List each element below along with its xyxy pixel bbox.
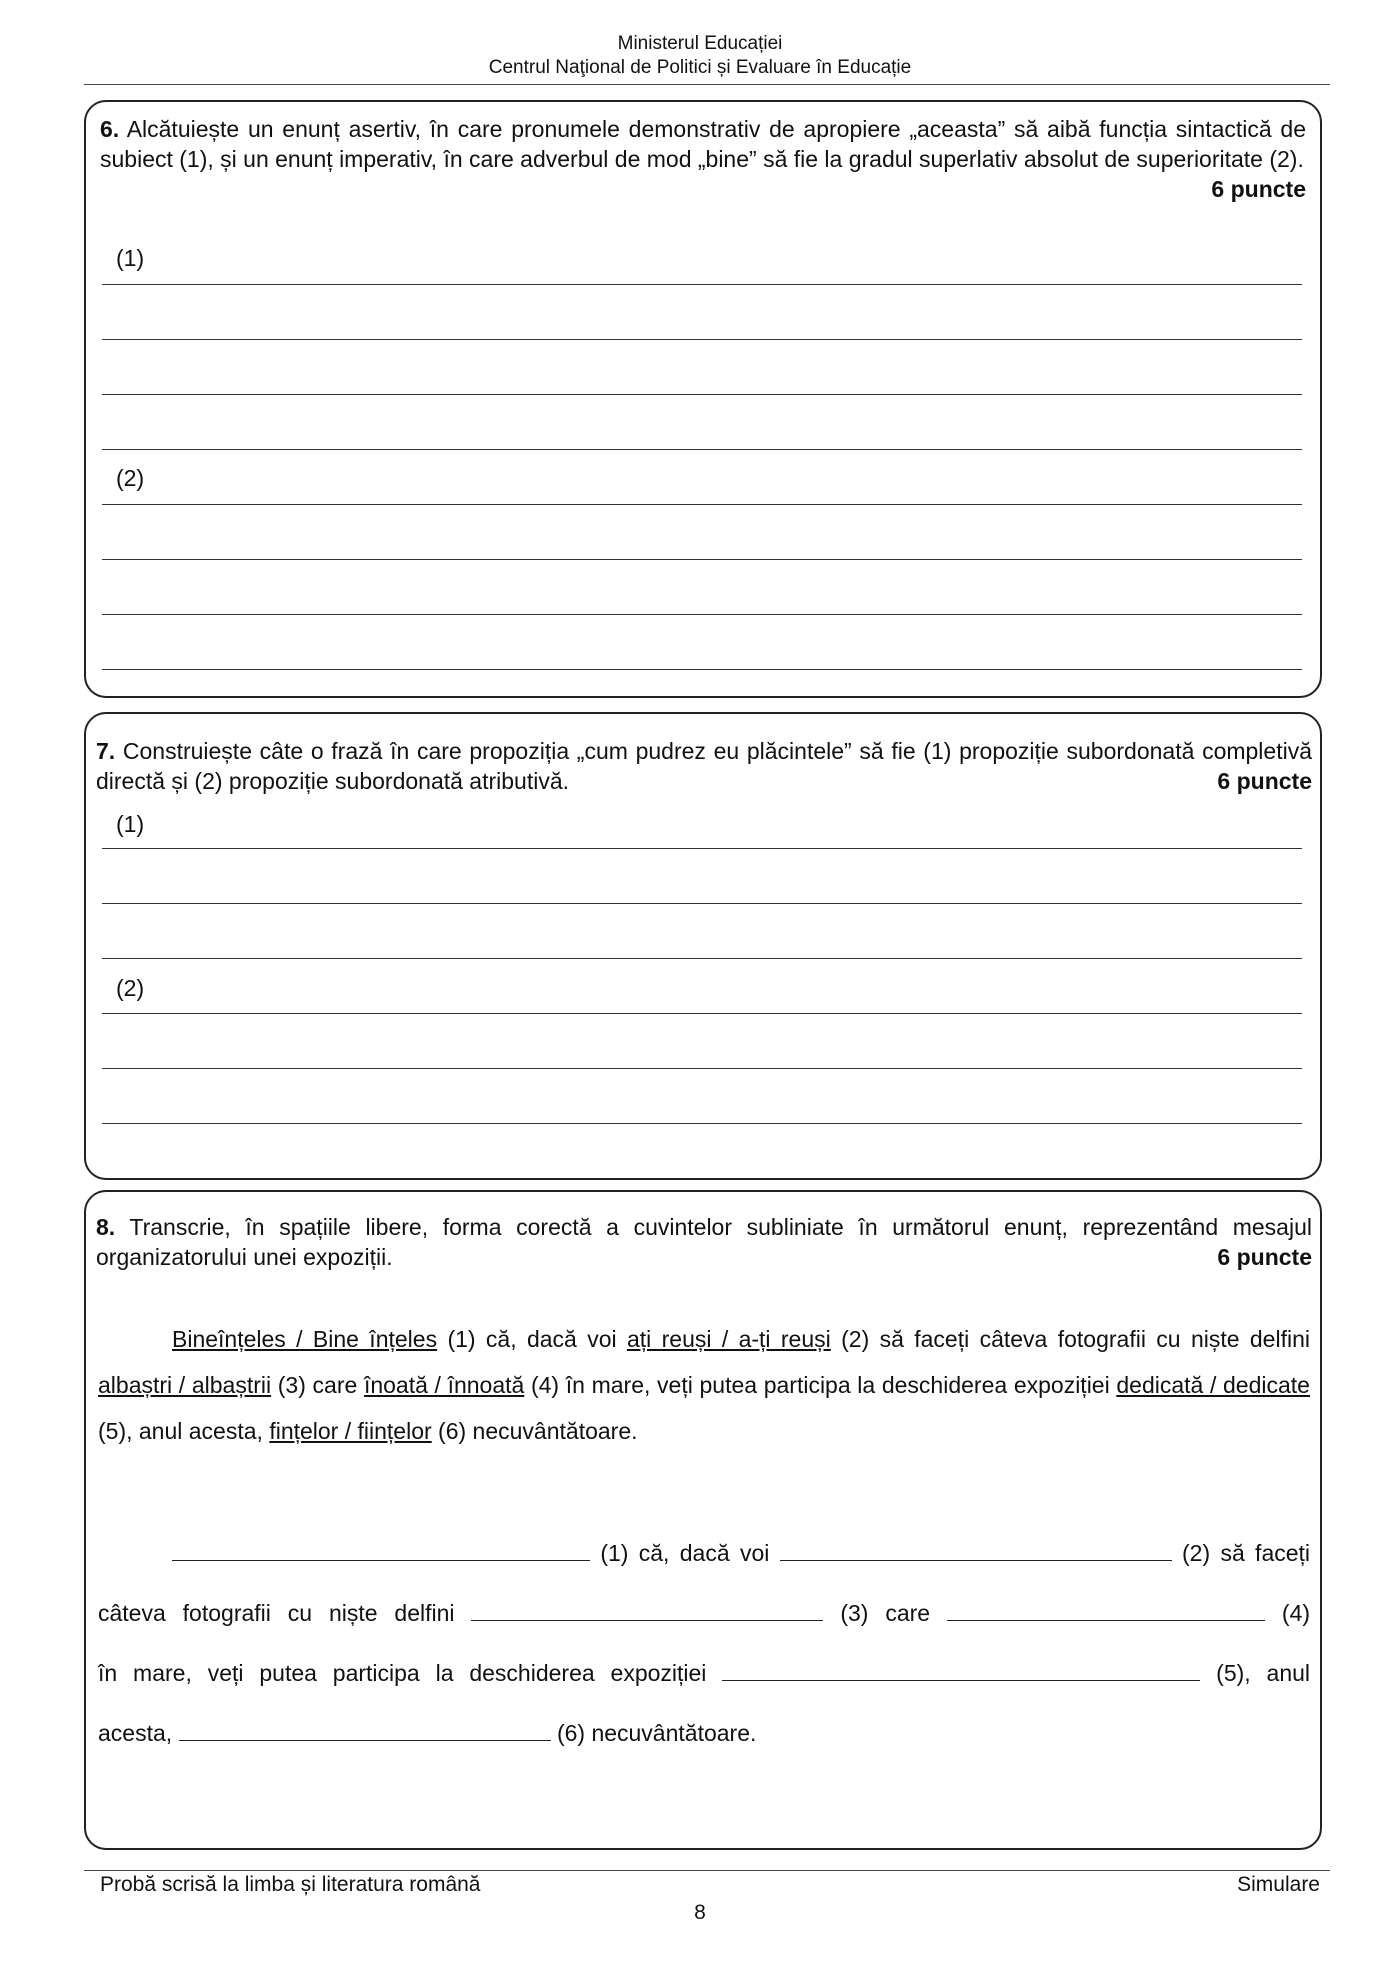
underlined-word-5: dedicată / dedicate (1116, 1372, 1310, 1398)
fill-text: acesta, (98, 1720, 173, 1746)
answer-line[interactable] (102, 559, 1302, 560)
answer-line[interactable] (102, 1123, 1302, 1124)
answer-line[interactable] (102, 669, 1302, 670)
question-7-box (84, 712, 1322, 1180)
question-6-box (84, 100, 1322, 698)
answer-blank-6[interactable] (179, 1720, 551, 1741)
answer-line[interactable] (102, 504, 1302, 505)
answer-line[interactable] (102, 848, 1302, 849)
footer-exam-title: Probă scrisă la limba și literatura română (100, 1873, 481, 1896)
footer-divider (84, 1870, 1330, 1871)
answer-line[interactable] (102, 614, 1302, 615)
question-8-statement: Transcrie, în spațiile libere, forma corectă a cuvintelor subliniate în următorul enunț, reprezentând mesajul organizatorului unei expoziții. (96, 1214, 1312, 1270)
question-7-points: 6 puncte (1217, 768, 1312, 794)
footer-exam-type: Simulare (1237, 1873, 1320, 1896)
question-8-number: 8. (96, 1214, 116, 1240)
question-6-points: 6 puncte (1211, 176, 1306, 202)
page-number: 8 (694, 1901, 706, 1924)
answer-line[interactable] (102, 903, 1302, 904)
paragraph-text: (5), anul acesta, (98, 1418, 270, 1444)
fill-text: (6) necuvântătoare. (556, 1720, 757, 1746)
fill-text: câteva fotografii cu niște delfini (98, 1600, 455, 1626)
answer-line[interactable] (102, 284, 1302, 285)
message-paragraph (98, 1316, 1310, 1454)
answer-line[interactable] (102, 958, 1302, 959)
answer-line[interactable] (102, 1013, 1302, 1014)
fill-text: (3) care (840, 1600, 931, 1626)
fill-line-4 (98, 1710, 1310, 1756)
answer-label-1: (1) (116, 811, 145, 837)
answer-label-1: (1) (116, 245, 145, 271)
answer-line[interactable] (102, 339, 1302, 340)
header-center: Centrul Naţional de Politici și Evaluare în Educație (488, 57, 912, 78)
question-8-points: 6 puncte (1217, 1244, 1312, 1270)
answer-label-2: (2) (116, 465, 145, 491)
fill-line-3 (98, 1650, 1310, 1696)
answer-blank-4[interactable] (947, 1600, 1265, 1621)
underlined-word-1: Bineînțeles / Bine înțeles (172, 1326, 438, 1352)
question-6-text (100, 114, 1306, 204)
fill-line-1 (98, 1530, 1310, 1576)
paragraph-text: (2) să faceți câteva fotografii cu niște delfini (830, 1326, 1310, 1352)
answer-blank-3[interactable] (471, 1600, 823, 1621)
underlined-word-2: ați reuși / a-ți reuși (626, 1326, 831, 1352)
answer-label-2: (2) (116, 975, 145, 1001)
question-7-number: 7. (96, 738, 116, 764)
question-8-box (84, 1190, 1322, 1850)
question-6-statement: Alcătuiește un enunț asertiv, în care pronumele demonstrativ de apropiere „aceasta” să aibă funcția sintactică de subiect (1), și un enunț imperativ, în care adverbul de mod „bine” să fie la gradul superlativ absolut de superioritate (2). (100, 116, 1307, 172)
question-7-text (96, 736, 1312, 796)
question-6-number: 6. (100, 116, 120, 142)
answer-line[interactable] (102, 394, 1302, 395)
answer-blank-5[interactable] (722, 1660, 1200, 1681)
header-ministry: Ministerul Educației (617, 33, 783, 54)
paragraph-text: (6) necuvântătoare. (431, 1418, 638, 1444)
paragraph-text: (4) în mare, veți putea participa la deschiderea expoziției (524, 1372, 1117, 1398)
underlined-word-3: albaștri / albaștrii (98, 1372, 272, 1398)
header-divider (84, 84, 1330, 85)
fill-text: în mare, veți putea participa la deschiderea expoziției (98, 1660, 707, 1686)
question-7-statement: Construiește câte o frază în care propoziția „cum pudrez eu plăcintele” să fie (1) propoziție subordonată completivă directă și (2) propoziție subordonată atributivă. (96, 738, 1313, 794)
fill-line-2 (98, 1590, 1310, 1636)
answer-line[interactable] (102, 1068, 1302, 1069)
paragraph-text: (3) care (271, 1372, 364, 1398)
fill-text: (2) să faceți (1182, 1540, 1311, 1566)
page-header (0, 32, 1400, 80)
question-8-text (96, 1212, 1312, 1272)
answer-line[interactable] (102, 449, 1302, 450)
paragraph-text: (1) că, dacă voi (437, 1326, 627, 1352)
answer-blank-1[interactable] (172, 1540, 590, 1561)
underlined-word-4: înoată / înnoată (363, 1372, 525, 1398)
fill-text: (4) (1281, 1600, 1311, 1626)
fill-text: (5), anul (1216, 1660, 1311, 1686)
underlined-word-6: fințelor / ființelor (269, 1418, 432, 1444)
fill-text: (1) că, dacă voi (600, 1540, 770, 1566)
answer-blank-2[interactable] (780, 1540, 1172, 1561)
